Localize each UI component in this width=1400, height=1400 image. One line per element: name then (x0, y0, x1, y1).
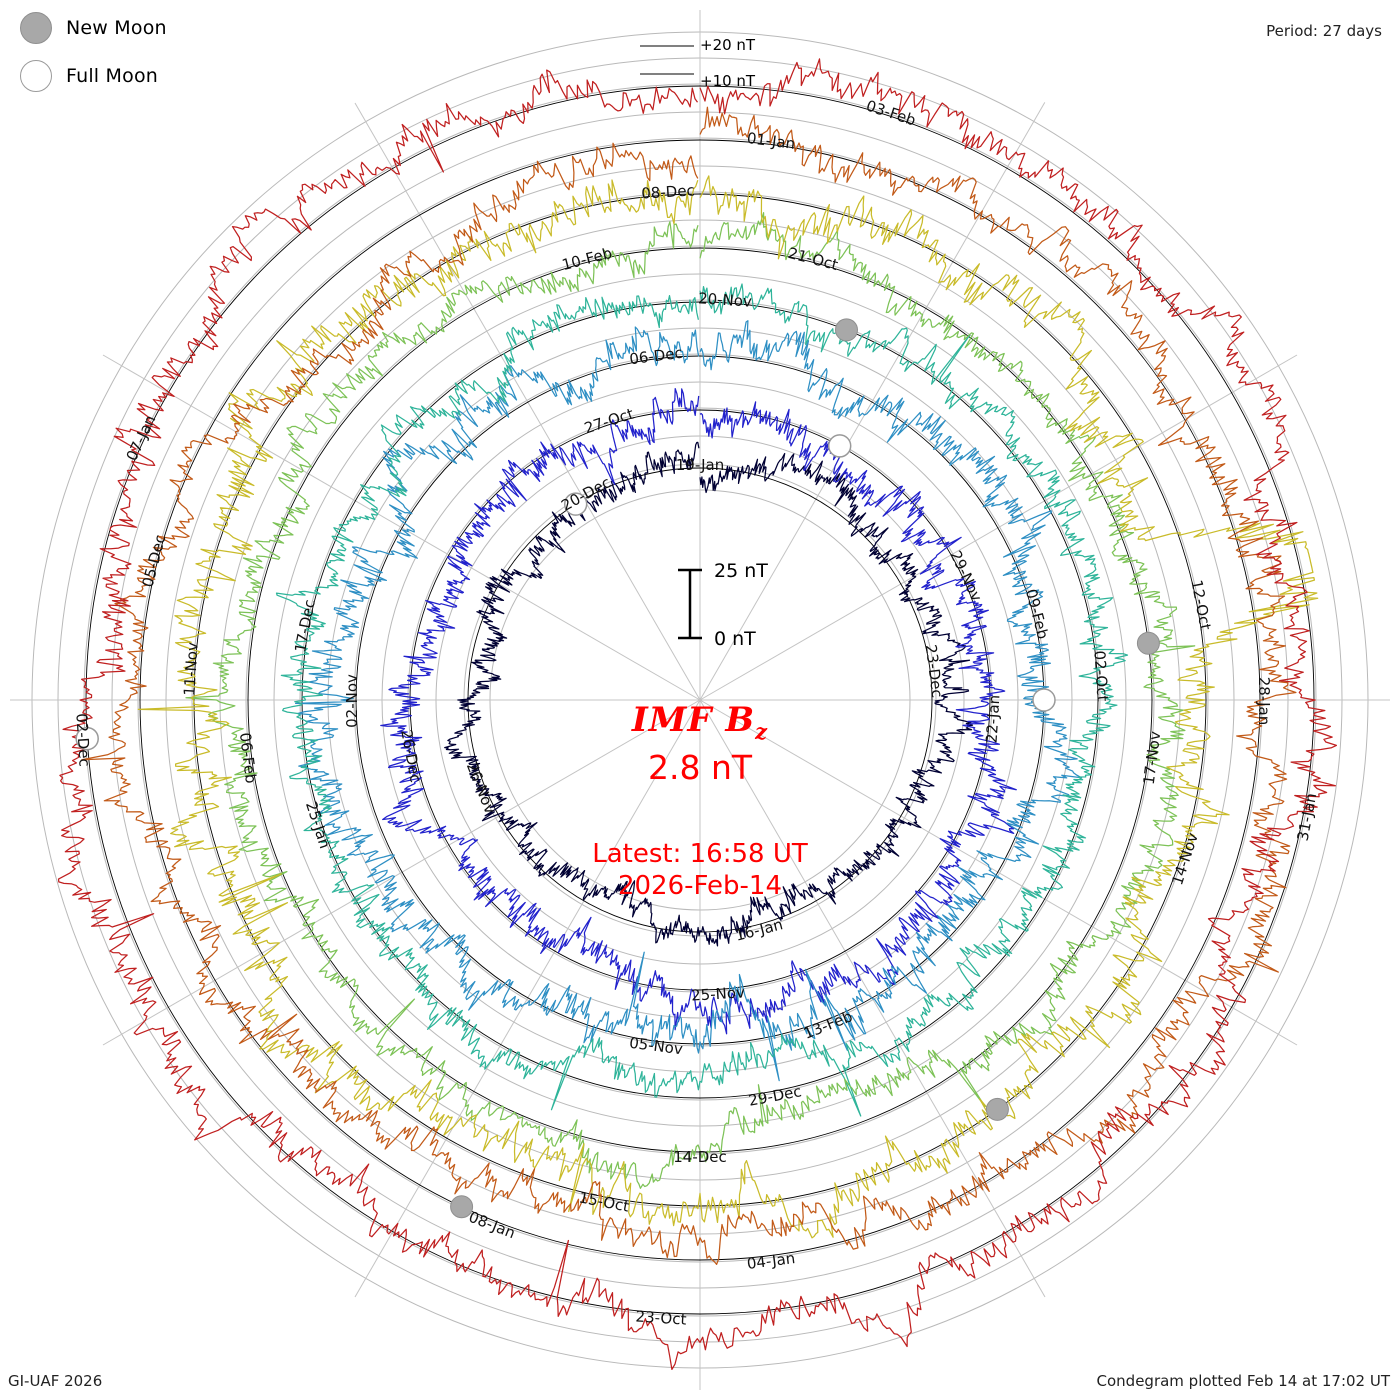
scale-bottom-label: 0 nT (714, 628, 756, 650)
date-label: 10-Feb (559, 244, 614, 275)
date-label: 12-Oct (1187, 578, 1215, 633)
date-label: 19-Jan (675, 456, 725, 474)
date-label: 17-Nov (1140, 730, 1165, 786)
date-label: 23-Dec (921, 643, 947, 700)
date-label: 02-Oct (1090, 649, 1112, 702)
date-label: 07-Jan (122, 412, 160, 464)
date-label: 11-Nov (180, 641, 202, 697)
date-label: 17-Dec (291, 597, 319, 654)
latest-date: 2026-Feb-14 (617, 870, 783, 901)
date-label: 15-Oct (577, 1188, 632, 1216)
date-label: 14-Nov (1168, 830, 1202, 887)
date-label: 08-Dec (640, 181, 696, 203)
date-label: 01-Jan (745, 129, 796, 154)
date-label: 05-Dec (138, 532, 170, 589)
radial-label-inner: +10 nT (700, 72, 756, 90)
date-label: 25-Nov (691, 983, 746, 1006)
date-label: 13-Feb (801, 1006, 856, 1043)
date-label: 05-Nov (628, 1033, 685, 1059)
scale-top-label: 25 nT (714, 560, 768, 582)
date-label: 21-Oct (786, 244, 841, 275)
legend-new-moon-label: New Moon (66, 17, 167, 39)
footer-plot-time: Condegram plotted Feb 14 at 17:02 UT (1096, 1372, 1390, 1390)
period-label: Period: 27 days (1266, 22, 1382, 40)
date-label: 02-Nov (343, 674, 361, 728)
imf-quantity: IMF B (631, 700, 756, 740)
date-label: 06-Dec (628, 343, 685, 369)
date-label: 27-Oct (582, 404, 637, 438)
date-label: 04-Jan (745, 1248, 796, 1273)
date-label: 16-Jan (732, 914, 785, 945)
date-label: 02-Dec (72, 712, 94, 768)
date-label: 26-Nov (462, 759, 499, 817)
date-label: 29-Dec (747, 1082, 804, 1110)
date-label: 23-Oct (635, 1307, 688, 1329)
date-label: 26-Dec (397, 728, 426, 785)
legend-full-moon-label: Full Moon (66, 65, 159, 87)
date-label: 03-Feb (863, 96, 919, 130)
date-label: 09-Feb (1021, 587, 1053, 642)
date-label: 20-Nov (697, 289, 753, 311)
footer-credit: GI-UAF 2026 (8, 1372, 103, 1390)
radial-label-outer: +20 nT (700, 36, 756, 54)
date-label: 20-Dec (558, 473, 615, 515)
date-label: 28-Jan (1255, 676, 1273, 726)
date-label: 29-Nov (946, 547, 986, 604)
date-label: 22-Jan (982, 694, 1004, 745)
center-readout (0, 700, 1400, 901)
date-label: 31-Jan (1293, 791, 1321, 843)
latest-time: Latest: 16:58 UT (592, 838, 808, 869)
date-label: 08-Jan (466, 1208, 519, 1243)
imf-value: 2.8 nT (647, 747, 753, 787)
imf-title (0, 700, 1400, 744)
date-label: 25-Jan (301, 799, 334, 852)
date-label: 14-Dec (673, 1148, 727, 1166)
date-label: 06-Feb (235, 731, 260, 785)
imf-subscript: z (755, 718, 769, 744)
